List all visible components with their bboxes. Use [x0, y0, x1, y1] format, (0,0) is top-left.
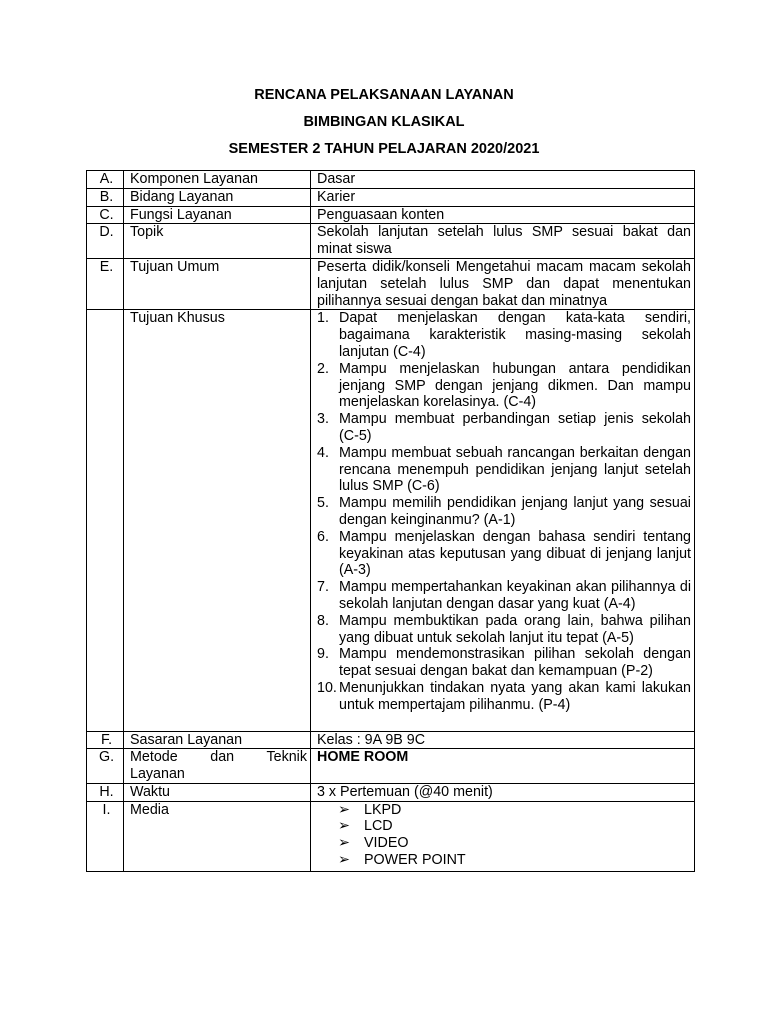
row-value	[311, 310, 695, 731]
row-value	[311, 801, 695, 871]
row-label: Sasaran Layanan	[124, 731, 311, 749]
row-label: Tujuan Umum	[124, 258, 311, 309]
goal-item	[317, 680, 691, 714]
goal-number: 1.	[317, 310, 329, 327]
row-topik	[87, 224, 695, 259]
row-media	[87, 801, 695, 871]
goal-number: 3.	[317, 411, 329, 428]
goal-item	[317, 646, 691, 680]
goal-number: 7.	[317, 579, 329, 596]
arrow-bullet-icon: ➢	[338, 818, 350, 835]
row-code: B.	[87, 188, 124, 206]
row-code: I.	[87, 801, 124, 871]
media-item-label: VIDEO	[364, 835, 409, 852]
row-komponen	[87, 171, 695, 189]
title-line-1: RENCANA PELAKSANAAN LAYANAN	[254, 87, 514, 103]
goal-item	[317, 361, 691, 411]
goal-item	[317, 579, 691, 613]
goal-text: Mampu mendemonstrasikan pilihan sekolah dengan tepat sesuai dengan bakat dan kemampuan (P-2)	[339, 646, 691, 680]
media-item-label: LKPD	[364, 801, 402, 818]
row-code: F.	[87, 731, 124, 749]
goal-item	[317, 529, 691, 579]
row-code: D.	[87, 224, 124, 259]
goal-text: Mampu membuktikan pada orang lain, bahwa pilihan yang dibuat untuk sekolah lanjut itu tepat (A-5)	[339, 612, 691, 646]
goal-text: Mampu membuat sebuah rancangan berkaitan dengan rencana menempuh pendidikan jenjang lanjut setelah lulus SMP (C-6)	[339, 444, 691, 495]
media-list	[317, 802, 691, 869]
title-line-3: SEMESTER 2 TAHUN PELAJARAN 2020/2021	[228, 141, 540, 157]
goal-number: 5.	[317, 495, 329, 512]
media-item	[338, 802, 691, 819]
goal-number: 8.	[317, 612, 329, 629]
row-code: H.	[87, 783, 124, 801]
media-item	[338, 818, 691, 835]
row-value: Kelas : 9A 9B 9C	[311, 731, 695, 749]
media-item	[338, 852, 691, 869]
row-waktu	[87, 783, 695, 801]
media-item-label: LCD	[364, 818, 393, 835]
row-value: Sekolah lanjutan setelah lulus SMP sesuai bakat dan minat siswa	[311, 224, 695, 259]
goal-text: Dapat menjelaskan dengan kata-kata sendiri, bagaimana karakteristik masing-masing sekolah lanjutan (C-4)	[339, 310, 691, 360]
row-label: Bidang Layanan	[124, 188, 311, 206]
row-label: Komponen Layanan	[124, 171, 311, 189]
row-label: Media	[124, 801, 311, 871]
goal-item	[317, 310, 691, 360]
media-item	[338, 835, 691, 852]
row-value: Penguasaan konten	[311, 206, 695, 224]
row-metode	[87, 749, 695, 784]
goal-text: Menunjukkan tindakan nyata yang akan kami lakukan untuk mempertajam pilihanmu. (P-4)	[339, 679, 691, 713]
arrow-bullet-icon: ➢	[338, 801, 350, 818]
document-header	[0, 87, 768, 168]
row-tujuan-khusus	[87, 310, 695, 731]
goal-item	[317, 495, 691, 529]
row-sasaran	[87, 731, 695, 749]
goal-text: Mampu memilih pendidikan jenjang lanjut yang sesuai dengan keinginanmu? (A-1)	[339, 495, 691, 528]
row-code: A.	[87, 171, 124, 189]
goal-item	[317, 445, 691, 495]
media-item-label: POWER POINT	[364, 852, 466, 869]
goals-list	[317, 310, 691, 713]
row-fungsi	[87, 206, 695, 224]
goal-number: 10.	[317, 679, 337, 696]
row-code: G.	[87, 749, 124, 784]
row-bidang	[87, 188, 695, 206]
goal-text: Mampu menjelaskan dengan bahasa sendiri tentang keyakinan atas keputusan yang dibuat di jenjang lanjut (A-3)	[339, 528, 691, 579]
plan-table	[86, 170, 695, 872]
row-value: HOME ROOM	[311, 749, 695, 784]
row-value: 3 x Pertemuan (@40 menit)	[311, 783, 695, 801]
row-code	[87, 310, 124, 731]
row-label: Topik	[124, 224, 311, 259]
row-value: Peserta didik/konseli Mengetahui macam macam sekolah lanjutan setelah lulus SMP dan dapat menentukan pilihannya sesuai dengan bakat dan minatnya	[311, 258, 695, 309]
row-code: E.	[87, 258, 124, 309]
goal-number: 6.	[317, 528, 329, 545]
row-code: C.	[87, 206, 124, 224]
row-value: Karier	[311, 188, 695, 206]
goal-text: Mampu membuat perbandingan setiap jenis sekolah (C-5)	[339, 411, 691, 444]
row-tujuan-umum	[87, 258, 695, 309]
goal-number: 9.	[317, 646, 329, 663]
row-label: Waktu	[124, 783, 311, 801]
arrow-bullet-icon: ➢	[338, 852, 350, 869]
goal-number: 2.	[317, 360, 329, 377]
goal-number: 4.	[317, 444, 329, 461]
row-label: Tujuan Khusus	[124, 310, 311, 731]
title-line-2: BIMBINGAN KLASIKAL	[303, 114, 465, 130]
row-label: Metode dan Teknik Layanan	[124, 749, 311, 784]
arrow-bullet-icon: ➢	[338, 835, 350, 852]
goal-item	[317, 613, 691, 647]
row-label: Fungsi Layanan	[124, 206, 311, 224]
goal-text: Mampu mempertahankan keyakinan akan pilihannya di sekolah lanjutan dengan dasar yang kuat (A-4)	[339, 579, 691, 612]
goal-item	[317, 411, 691, 445]
goal-text: Mampu menjelaskan hubungan antara pendidikan jenjang SMP dengan jenjang dikmen. Dan mampu menjelaskan korelasinya. (C-4)	[339, 360, 691, 411]
row-value: Dasar	[311, 171, 695, 189]
